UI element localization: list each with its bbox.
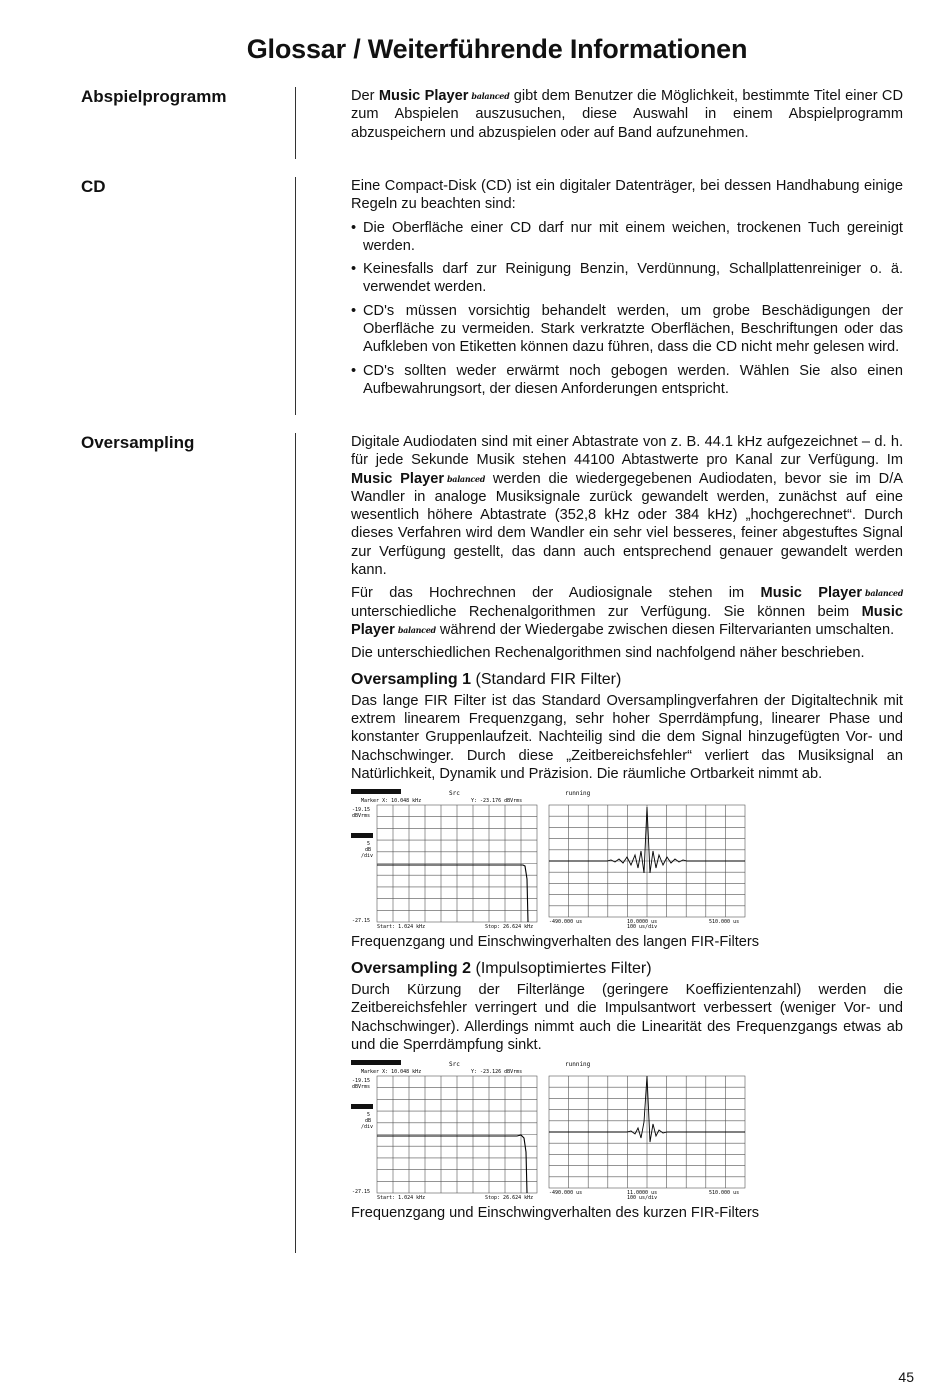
subheading-subtitle: (Standard FIR Filter): [475, 670, 622, 688]
paragraph: Durch Kürzung der Filterlänge (geringere Koeffizientenzahl) werden die Zeitbereichsfehler verringert und die Impulsantwort verbessert (weniger Vor- und Nachschwinger). Allerdings nimmt auch die Linearität des Frequenzgangs etwas ab und die Sperrdämpfung sinkt.: [351, 981, 903, 1053]
divider-line: [295, 177, 296, 415]
paragraph: Das lange FIR Filter ist das Standard Oversamplingverfahren der Digitaltechnik mit extrem linearem Frequenzgang, sehr hoher Sperrdämpfung, linearer Phase und konstanter Gruppenlaufzeit. Nachteilig sind die dem Signal hinzugefügten Vor- und Nachschwinger. Durch diese „Zeitbereichsfehler“ verliert das Musiksignal an Natürlichkeit, Dynamik und Präzision. Die räumliche Ortbarkeit nimmt ab.: [351, 692, 903, 783]
plot-marker-label: Marker X: 10.048 kHz: [361, 798, 422, 805]
brand-name: Music Player: [351, 470, 445, 487]
figure-caption: Frequenzgang und Einschwingverhalten des kurzen FIR-Filters: [351, 1205, 760, 1222]
subheading-oversampling-2: [351, 960, 903, 978]
term-abspielprogramm: Abspielprogramm: [81, 87, 227, 106]
plot-x-mid: 11.0000 us: [627, 1190, 658, 1197]
brand-logo: balanced: [865, 588, 904, 599]
bullet-icon: •: [351, 362, 357, 379]
divider-line: [295, 87, 296, 159]
plot-marker-label: Marker X: 10.048 kHz: [361, 1069, 422, 1076]
subheading-subtitle: (Impulsoptimiertes Filter): [475, 959, 652, 977]
plot-y-top: -19.15: [352, 807, 371, 814]
figure-short-fir: [351, 1060, 903, 1200]
plot-y-top-unit: dBVrms: [352, 1084, 371, 1091]
section-oversampling: [0, 433, 950, 1263]
text-run: werden die wiedergegebenen Audiodaten, bevor sie im D/A Wandler in analoge Musiksignale zurück gewandelt werden, zunächst auf eine wesentlich höhere Abtastrate (352,8 kHz oder 384 kHz) „hochgerechnet“. Durch dieses Verfahren wird dem Wandler ein sehr viel besseres, feiner abgestuftes Signal zur Verfügung gestellt, das dann auch entsprechend genauer gewandelt werden kann.: [351, 470, 904, 579]
plot-y-scale: 5: [367, 1112, 371, 1119]
plot-marker-value: Y: -23.126 dBVrms: [471, 1069, 523, 1076]
text-run: während der Wiedergabe zwischen diesen Filtervarianten umschalten.: [439, 621, 895, 638]
plot-x-div: 100 us/div: [627, 1195, 658, 1201]
plot-status-label: running: [565, 1061, 591, 1069]
definition-abspielprogramm: [351, 87, 903, 147]
text-run: gibt dem Benutzer die Möglichkeit, bestimmte Titel einer CD zum Abspielen auszusuchen, diese Auswahl in einem Abspielprogramm abzuspeichern und abzuspielen oder auf Band aufzunehmen.: [351, 88, 904, 141]
plot-y-scale-unit: dB: [365, 1118, 372, 1125]
text-run: Digitale Audiodaten sind mit einer Abtastrate von z. B. 44.1 kHz aufgezeichnet – d. h. für jede Sekunde Musik stehen 44100 Abtastwerte pro Kanal zur Verfügung. Im: [351, 434, 903, 469]
plot-src-label: Src: [449, 1061, 460, 1069]
plot-x-mid: 10.0000 us: [627, 919, 658, 926]
plot-x-right: 510.000 us: [709, 1190, 740, 1197]
plot-src-label: Src: [449, 790, 460, 798]
frequency-response-plot: [351, 1060, 539, 1200]
plot-y-bottom: -27.15: [352, 1189, 371, 1196]
plot-stop-label: Stop: 26.624 kHz: [485, 1195, 534, 1201]
brand-logo: balanced: [471, 91, 510, 101]
divider-line: [295, 433, 296, 1253]
figure-caption: Frequenzgang und Einschwingverhalten des langen FIR-Filters: [351, 934, 760, 951]
text-run: Der: [351, 88, 375, 104]
plot-x-left: -490.000 us: [549, 1190, 583, 1197]
paragraph: [351, 433, 903, 579]
term-oversampling: Oversampling: [81, 433, 195, 452]
plot-start-label: Start: 1.024 kHz: [377, 1195, 426, 1201]
bullet-icon: •: [351, 302, 357, 319]
subheading-title: Oversampling 2: [351, 959, 472, 977]
definition-oversampling: [351, 433, 903, 1227]
page-title: Glossar / Weiterführende Informationen: [246, 34, 748, 64]
plot-x-right: 510.000 us: [709, 919, 740, 926]
paragraph: Eine Compact-Disk (CD) ist ein digitaler Datenträger, bei dessen Handhabung einige Regeln zu beachten sind:: [351, 178, 903, 213]
list-item: [351, 260, 903, 297]
section-cd: [0, 177, 950, 417]
impulse-response-plot: [547, 1060, 747, 1200]
subheading-title: Oversampling 1: [351, 670, 472, 688]
plot-y-scale-div: /div: [361, 853, 374, 860]
plot-y-bottom: -27.15: [352, 918, 371, 925]
plot-stop-label: Stop: 26.624 kHz: [485, 924, 534, 930]
subheading-oversampling-1: [351, 671, 903, 689]
plot-start-label: Start: 1.024 kHz: [377, 924, 426, 930]
paragraph: Die unterschiedlichen Rechenalgorithmen sind nachfolgend näher beschrieben.: [351, 645, 865, 662]
frequency-response-plot: [351, 789, 539, 929]
impulse-response-plot: [547, 789, 747, 929]
plot-x-left: -490.000 us: [549, 919, 583, 926]
plot-y-top: -19.15: [352, 1078, 371, 1085]
list-item-text: CD's sollten weder erwärmt noch gebogen werden. Wählen Sie also einen Aufbewahrungsort, der diesen Anforderungen entspricht.: [363, 362, 903, 397]
brand-name: Music Player: [760, 585, 863, 602]
bullet-list: [351, 219, 903, 399]
plot-y-top-unit: dBVrms: [352, 813, 371, 820]
brand-name: Music Player: [378, 88, 469, 104]
brand-name: Music Player: [351, 603, 903, 638]
text-run: Für das Hochrechnen der Audiosignale stehen im: [351, 585, 745, 602]
bullet-icon: •: [351, 261, 357, 278]
brand-logo: balanced: [447, 473, 485, 484]
list-item-text: CD's müssen vorsichtig behandelt werden, um grobe Beschädigungen der Oberfläche zu vermeiden. Stark verkratzte Oberflächen, Beschriftungen oder das Aufkleben von Etiketten können dazu führen, dass die CD nicht mehr gelesen wird.: [363, 302, 903, 356]
plot-y-scale: 5: [367, 841, 371, 848]
section-abspielprogramm: [0, 87, 950, 162]
plot-status-label: running: [565, 790, 591, 798]
list-item: [351, 219, 903, 256]
plot-y-scale-div: /div: [361, 1124, 374, 1131]
figure-long-fir: [351, 789, 903, 929]
list-item: [351, 302, 903, 357]
plot-marker-value: Y: -23.176 dBVrms: [471, 798, 523, 805]
text-run: unterschiedliche Rechenalgorithmen zur Verfügung. Sie können beim: [351, 603, 850, 620]
page-number: 45: [898, 1369, 914, 1385]
paragraph: [351, 87, 903, 142]
definition-cd: [351, 177, 903, 403]
paragraph: [351, 584, 903, 639]
term-cd: CD: [81, 177, 106, 196]
brand-logo: balanced: [397, 624, 436, 635]
list-item-text: Keinesfalls darf zur Reinigung Benzin, Verdünnung, Schallplattenreiniger o. ä. verwendet werden.: [363, 261, 903, 296]
plot-x-div: 100 us/div: [627, 924, 658, 930]
plot-y-scale-unit: dB: [365, 847, 372, 854]
list-item-text: Die Oberfläche einer CD darf nur mit einem weichen, trockenen Tuch gereinigt werden.: [363, 219, 903, 254]
bullet-icon: •: [351, 219, 357, 236]
list-item: [351, 362, 903, 399]
